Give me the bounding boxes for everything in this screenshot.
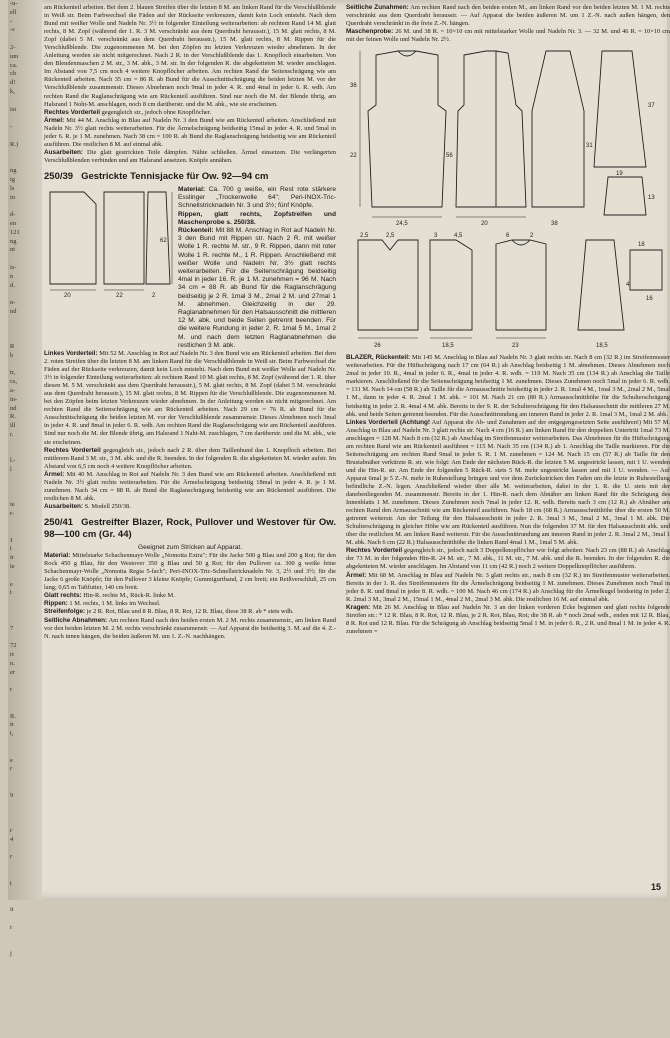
gauge-paragraph: Maschenprobe: 26 M. und 38 R. = 10×10 cm mit mittelstarker Wolle und Nadeln Nr. 3. — 32 M. und 46 R. = 10×10 cm mit der feinen Wolle und Nadeln Nr. 2½. [346,28,670,44]
margin-fragment: ie [10,501,15,509]
margin-fragment [8,598,42,607]
margin-fragment [8,528,42,537]
dim-label: 24,5 [396,221,408,228]
margin-fragment [8,572,42,581]
margin-fragment: n- [10,299,16,307]
margin-fragment [8,1012,42,1021]
margin-fragment [8,818,42,827]
margin-fragment: e [10,756,13,764]
margin-fragment: 7 [10,624,14,632]
blazer-collar-paragraph: Kragen: Mit 26 M. Anschlag in Blau auf Nadeln Nr. 3 an der linken vorderen Ecke beginnen und glatt rechts folgende Streifen str.: * 12 R. Blau, 8 R. Rot, 12 R. Blau, je 2 R. Rot, Blau, Rot; die 38 R. ab * noch 2mal wdh., enden mit 12 R. Blau, 8 R. Rot und 12 R. Blau. Für die Schrägung ab Anschlag beidseitig 5mal 1 M. in jeder 6. R., 2 R. und 8mal 1 M. in jeder 4. R. zunehmen = [346,603,670,635]
finishing-paragraph-2: Ausarbeiten: S. Modell 250/38. [44,502,131,510]
right-column [346,4,670,636]
margin-fragment: ir [10,554,14,562]
margin-fragment: t [10,589,12,597]
rib-paragraph: Rippen: 1 M. rechts, 1 M. links im Wechsel. [44,600,161,608]
margin-fragment: ell [10,8,17,16]
sleeve-paragraph: Ärmel: Mit 44 M. Anschlag in Blau auf Nadeln Nr. 3 den Bund wie am Rückenteil arbeiten. Anschließend mit Nadeln Nr. 3½ glatt rechts weiterarbeiten. Für die Ärmelschrägung beidseitig 15mal in jeder 4. R. und 5mal in jeder 6. R. je 1 M. zunehmen. Nach 38 cm = 100 R. ab Bund die Raglanschrägung beidseitig wie am Rückenteil ausführen. Die restlichen 8 M. auf einmal abk. [44,116,336,148]
margin-fragment: R. [10,712,16,720]
margin-fragment [8,871,42,880]
margin-fragment [8,985,42,994]
dim-label: 2 [152,292,156,299]
dim-label: 2 [530,233,534,240]
margin-fragment: R. [10,413,16,421]
margin-fragment [8,449,42,458]
margin-fragment [8,845,42,854]
dim-label: 36 [350,83,357,90]
margin-fragment: ie [10,563,15,570]
dim-label: 18 [638,242,645,249]
left-column [44,4,336,641]
margin-fragment: d! [10,79,16,87]
margin-fragment [8,748,42,757]
dim-label: 2,5 [386,233,395,240]
blazer-sleeve-paragraph: Ärmel: Mit 68 M. Anschlag in Blau auf Nadeln Nr. 3 glatt rechts str., nach 8 cm (32 R.) im Streifenmuster weiterarbeiten. Bereits in der 1. R. des Streifenmusters für die Ärmelschrägung beidseitig 1 M. zunehmen. Dieses Zunehmen noch 7mal in jeder 8. R. und 8mal in jeder 8. R. wdh. = 100 M. Nach 46 cm (174 R.) ab Anschlag für die Ärmelkugel beidseitig in jeder 2. R. 2mal 3 M., 3mal 2 M., 15mal 1 M., 4mal 2 M., 2mal 3 M. abk. Die restlichen 16 M. auf einmal abk. [346,571,670,603]
tennis-jacket-block [44,186,336,350]
dim-label: 23 [512,343,519,350]
margin-fragment [8,994,42,1003]
margin-fragment [8,915,42,924]
section-heading-tennis-jacket: 250/39 Gestrickte Tennisjacke für Ow. 92—94 cm [44,170,269,182]
margin-fragment: ng [10,167,17,175]
garment-diagrams-top [346,47,670,227]
right-front-paragraph: Rechtes Vorderteil gegengleich str., jedoch ohne Knopflöcher. [44,108,212,116]
margin-fragment: ch [10,70,17,78]
margin-fragment: en [10,219,17,227]
dim-label: 18,5 [596,343,608,350]
margin-fragment: rt [10,650,14,658]
blazer-back-paragraph: BLAZER, Rückenteil: Mit 145 M. Anschlag in Blau auf Nadeln Nr. 3 glatt rechts str. Nach 8 cm (32 R.) im Streifenmuster weiterarbeiten. Für die Hüftschrägung nach 17 cm (64 R.) ab Anschlag beidseitig 1 M. abnehmen. Dieses Abnehmen noch 2mal in jeder 10. R., 4mal in jeder 6. R., 4mal in jeder 4. R. wdh. = 119 M. Nach 35 cm (134 R.) ab Anschlag die Taille markieren. Anschließend für die Seitenschrägung beidseitig 1 M. zunehmen. Dieses Zunehmen noch 5mal in jeder 6. R. wdh. = 131 M. Nach 14 cm (58 R.) ab Taille für die Armausschnitte beidseitig in jeder 2. R. 1mal 4 M., 1mal 3 M., 2mal 2 M., 5mal 1 M., dann in jeder 4. R. 2mal 1 M. abk. = 101 M. Nach 21 cm (80 R.) Armausschnitthöhe für die Schulterschrägung beidseitig in jeder 2. R. 4mal 4 M. abk. Bereits in der 9. R. der Schulterschrägung für den Halsausschnitt die mittleren 27 M. abk. und beide Seiten getrennt beenden. Für die Ausschnittrundung am inneren Rand in jeder 2. R. 1mal 3 M., 1mal 2 M. abk. [346,354,670,418]
margin-fragment [8,677,42,686]
dim-label: 16 [646,296,653,303]
margin-fragment: R.) [10,140,19,148]
tennis-jacket-material: Material: Ca. 700 g weiße, ein Rest rote stärkere Esslinger „Trockenwolle 64"; Peri-INOX-Tric-Schnellstricknadeln Nr. 3 und 3½; fünf Knöpfe. Rippen, glatt rechts, Zopfstreifen und Maschenprobe s. 250/38. Rückenteil: Mit 88 M. Anschlag in Rot auf Nadeln Nr. 3 den Bund mit Rippen str. Nach 2 R. mit weißer Wolle 1 R. rechte M. str., 9 R. Rippen, dann mit roter Wolle 1 R. rechte M., 1 R. Rippen. Anschließend mit weißer Wolle und Nadeln Nr. 3½ glatt rechts weiterarbeiten. Für die Seitenschrägung beidseitig 4mal in jeder 16. R. je 1 M. zunehmen = 96 M. Nach 34 cm = 88 R. ab Bund für die Raglanschrägung beidseitig je 2 R. 1mal 3 M., 2mal 2 M. und 27mal 1 M. abnehmen. Gleichzeitig in der 29. Raglanabnehmen für den Halsausschnitt die mittleren 12 M. abk. und beide Seiten getrennt beenden. Für die weitere Rundung in jeder 2. R. 1mal 5 M., 1mal 2 M. und nach dem letzten Raglanabnehmen die restlichen 3 M. abk. [178,185,336,349]
margin-fragment [8,1003,42,1012]
finishing-paragraph: Ausarbeiten: Die glatt gestrickten Teile dämpfen. Nähte schließen. Ärmel einsetzen. Die verlängerten Verschlußblenden verbinden und am Halsrand ansetzen. Knöpfe annähen. [44,148,336,164]
margin-fragment: er [10,668,16,676]
dim-label: 62 [160,237,167,244]
material-paragraph: Material: Mittelstarke Schachenmayr-Wolle „Nomotta Extra"; Für die Jacke 500 g Blau und 200 g Rot; für den Rock 450 g Blau, für den Westover 350 g Blau und 50 g Rot; für den Pullover ca. 300 g weiße feine Schachenmayr-Wolle „Nomotta Regia 5-fach"; Peri-INOX-Tric-Schnellstricknadeln Nr. 3, 2½ und 3½; für die Jacke 6 große Knöpfe; für den Pullover 3 kleine Knöpfe; Gummigurtband, 2 cm breit; ein Reißverschluß, 25 cm lang; 0,65 m Taftfutter, 140 cm breit. [44,552,336,592]
margin-fragment: r. [10,431,14,439]
margin-fragment: ig [10,175,16,183]
margin-fragment [8,1020,42,1029]
margin-fragment [8,325,42,334]
dim-label: 20 [64,292,71,299]
margin-fragment [8,616,42,625]
margin-fragment: - [10,17,13,25]
margin-fragment: t, [10,730,14,738]
margin-fragment: e [10,580,13,588]
margin-fragment: j [10,950,12,958]
margin-fragment: nd [10,404,17,412]
dim-label: 31 [586,143,593,150]
margin-fragment [8,440,42,449]
stripe-sequence-paragraph: Streifenfolge: je 2 R. Rot, Blau und 8 R. Blau, 8 R. Rot, 12 R. Blau, diese 38 R. ab * stets wdh. [44,608,294,616]
dim-label: 4 [626,282,630,289]
margin-fragment: J [10,536,13,544]
margin-fragment [8,158,42,167]
margin-fragment: - [10,123,13,131]
garment-diagrams-bottom [346,230,670,350]
margin-fragment [8,633,42,642]
margin-fragment [8,150,42,159]
intro-paragraph: am Rückenteil arbeiten. Bei dem 2. blauen Streifen über die letzten 8 M. am linken Rand für die Verschlußblende in Weiß str. Beim Farbwechsel die Fäden auf der Rückseite verkreuzen, damit kein Loch entsteht. Nach dem Bund mit weißer Wolle und Nadeln Nr. 3½ in folgender Einteilung weiterarbeiten: ab rechtem Rand 14 M. glatt rechts, 8 M. Zopf (während der 1. R. 3 M. verschränkt aus dem Querdraht herausstr.), 15 M. glatt rechts, 8 M. Zopf (dabei 5 M. verschränkt aus dem Querdraht herausstr.), 15 M. glatt rechts, 8 M. Rippen für die Verschlußblende. Die zugenommenen M. bei den Zöpfen im letzten Verkreuzen wieder abnehmen. In der Anleitung werden sie nicht mitgerechnet. Nach 2 R. in der Verschlußblende das 1. Knopfloch einarbeiten. Von den Blendenmaschen 2 M. str., 3 M. abk., 3 M. str. In der folgenden R. die abgeketteten M. wieder anschlagen. Im Abstand von 7,5 cm noch 4 weitere Knopflöcher arbeiten. Am rechten Rand die Seitenschrägung wie am Rückenteil arbeiten. Nach 35 cm = 86 R. ab Bund für die Ausschnittschrägung die beiden letzten M. vor der Verschlußblende zusammenstr. Dieses Abnehmen noch 9mal in jeder 4. R. und 4mal in jeder 6. R. wdh. Am rechten Rand die Raglanschrägung wie am Rückenteil ausführen. Sind nur noch die M. der Blende übrig, am Halsrand 1 Noht-M. anschlagen, noch 8 cm darüberstr. und die M. abk., wie sie erscheinen. [44,4,336,108]
margin-fragment [8,35,42,44]
margin-fragment: 72 [10,642,17,650]
margin-fragment: cs, [10,378,18,386]
margin-fragment [8,255,42,264]
margin-fragment [8,317,42,326]
margin-fragment [8,695,42,704]
dim-label: 6 [506,233,510,240]
margin-fragment: r- [10,510,15,518]
margin-fragment [8,97,42,106]
dim-label: 19 [616,171,623,178]
margin-fragment: a- [10,387,16,395]
margin-fragment: d. [10,281,15,289]
dim-label: 26 [374,343,381,350]
blazer-left-front-paragraph: Linkes Vorderteil (Achtung! Auf Apparat die Ab- und Zunahmen auf der entgegengesetzten Seite ausführen!) Mit 57 M. Anschlag in Blau auf Nadeln Nr. 3 glatt rechts str. Nach 4 cm (16 R.) am linken Rand für den doppelten Untertritt 1mal 73 M. anschlagen = 128 M. Nach 8 cm (32 R.) ab Anschlag im Streifenmuster weiterarbeiten. Das Abnehmen für die Hüftschrägung am rechten Rand wie am Rückenteil ausführen = 115 M. Nach 35 cm (134 R.) ab 1. Anschlag die Taille markieren. Für die Seitenschrägung am rechten Rand 9mal in jeder 6. R. 1 M. zunehmen = 124 M. Nach 15 cm (57 R.) ab Taille für den Brustabnäher verkürzte R. str. wie folgt: Am Ende der nächsten Rück-R. die letzten 5 M. ungestrickt lassen, mit 1 U. wenden und die Hin-R. str. Am Ende der folgenden 5 Rück-R. stets 5 M. mehr ungestrickt lassen und mit 1 U. wenden. — Auf Apparat 6mal je 5 Z.-N. mehr in Ruhestellung bringen und vor dem Zurückstricken den Faden um die letzte in Ruhestellung befindliche Z.-N. legen. Anschließend wieder über alle M. weiterarbeiten, dabei in der 1. R. die U. stets mit der danebenliegenden M. zusammenstr. Bereits in der 1. Hin-R. nach dem Abnäher am linken Rand für die Schrägung des Innenblatts 1 M. zunehmen. Dieses Zunehmen noch 7mal in jeder 12. R. wdh. Bereits nach 3 cm (12 R.) ab Abnäher am rechten Rand den Armausschnitt wie am Rückenteil ausführen. Nach 18 cm (68 R.) Armausschnitthöhe über die ersten 50 M. getrennt weiterstr. Am der Teilung für den Halsausschnitt in jeder 2. R. 3mal 3 M., 3mal 2 M., 3mal 1 M. abk. Die Schulterschrägung in gleicher Höhe wie am Rückenteil ausführen. Nun die folgenden 37 M. für den Halsausschnitt abk. und über die restlichen M. am linken Rand weiterstr. Für die Ausschnittrundung am inneren Rand in jeder 2. R. 3mal 2 M., 3mal 1 M. abk. Nach 6 cm (22 R.) Halsausschnitthöhe die linken Rand 4mal 1 M., 1mal 5 M. abk. [346,418,670,547]
margin-fragment [8,739,42,748]
margin-fragment: 121 [10,228,20,236]
margin-fragment: r [10,686,13,694]
side-increase-paragraph: Seitliche Zunahmen: Am rechten Rand nach den beiden ersten M., am linken Rand vor den beiden letzten M. 1 M. rechts verschränkt aus dem Querdraht herausstr. — Auf Apparat die beiden äußeren M. um 1 Z.-N. nach außen hängen, den Querdraht verschränkt in die freie Z.-N. hängen. [346,4,670,28]
margin-fragment: R [10,343,15,351]
margin-fragment [8,932,42,941]
margin-fragment [8,809,42,818]
margin-fragment [8,484,42,493]
margin-fragment: t [10,879,12,887]
machine-note: Geeignet zum Stricken auf Apparat. [137,543,243,551]
margin-fragment: r [10,826,13,834]
margin-fragment: b [10,351,14,359]
margin-fragment [8,774,42,783]
margin-fragment: nd [10,307,17,315]
margin-fragment [8,493,42,502]
margin-fragment [8,888,42,897]
margin-fragment: is- [10,263,17,271]
page-number: 15 [650,882,661,892]
margin-fragment [8,976,42,985]
magazine-page [8,0,670,958]
margin-fragment: n [10,272,14,280]
margin-fragment: l [10,466,12,474]
margin-fragment [8,519,42,528]
margin-fragment: ill [10,422,16,430]
margin-fragment: ng [10,237,17,245]
margin-fragment: -s [10,26,15,34]
margin-fragment: ir [10,721,14,729]
previous-page-margin [8,0,42,958]
margin-fragment [8,202,42,211]
margin-fragment: t [10,545,12,553]
left-front-paragraph: Linkes Vorderteil: Mit 52 M. Anschlag in Rot auf Nadeln Nr. 3 den Bund wie am Rückenteil arbeiten. Bei dem 2. roten Streifen über die letzten 8 M. am linken Rand für die Verschlußblende in Weiß str. Beim Farbwechsel die Fäden auf der Rückseite verkreuzen, damit kein Loch entsteht. Nach dem Bund mit weißer Wolle auf Nadeln Nr. 3½ in folgender Einteilung weiterarbeiten: ab rechtem Rand 10 M. glatt rechts, 8 M. Zopf (während der 1. R. über diesen M. 5 M. verschränkt aus dem Querdraht herausstr.), 5 M. glatt rechts, 8 M. Zopf (dabei 5 M. verschränkt aus dem Querdraht herausstr.), 15 M. glatt rechts, 8 M. Rippen für die Verschlußblende. Die zugenommenen M. bei den Zöpfen beim letzten Verkreuzen wieder abnehmen. In der Anleitung werden sie nicht mitgerechnet. Am rechten Rand die Seitenschrägung wie am Rückenteil arbeiten. Nach 29 cm = 76 R. ab Bund für die Ausschnittschrägung die beiden letzten M. vor der Verschlußblende zusammenstr. Dieses Abnehmen noch 3mal in jeder 4. R. und 8mal in jeder 6. R. wdh. Am rechten Rand die Raglanschrägung wie am Rückenteil ausführen. Sind nur noch die M. der Blende übrig, am Halsrand 1 Naht-M. zuschlagen, 7 cm darüberstr. und die M. abk., wie sie erscheinen. [44,350,336,446]
margin-fragment [8,801,42,810]
margin-fragment: r [10,853,13,861]
margin-fragment [8,897,42,906]
margin-fragment [8,114,42,123]
margin-fragment: nt [10,246,16,254]
margin-fragment: in [10,193,16,201]
margin-fragment: 2- [10,43,16,51]
dim-label: 22 [116,292,123,299]
dim-label: 18,5 [442,343,454,350]
margin-fragment: ca. [10,61,18,69]
sleeve-paragraph-2: Ärmel: Mit 40 M. Anschlag in Rot auf Nadeln Nr. 3 den Bund wie am Rückenteil arbeiten. Anschließend mit Nadeln Nr. 3½ glatt rechts weiterarbeiten. Für die Ärmelschrägung beidseitig 18mal in jeder 4. R. je 1 M. zunehmen. Nach 34 cm = 88 R. ab Bund die Raglanschrägung beidseitig wie am Rückenteil ausführen. Die restlichen 8 M. abk. [44,470,336,502]
margin-fragment: n. [10,659,15,667]
dim-label: 2,5 [360,233,369,240]
margin-fragment: 9 [10,791,14,799]
dim-label: 13 [648,195,655,202]
margin-fragment [8,959,42,968]
margin-fragment: it [10,906,14,914]
dim-label: 56 [446,153,453,160]
margin-fragment: r [10,923,13,931]
dim-label: 20 [481,221,488,228]
margin-fragment [8,1029,42,1038]
margin-fragment [8,783,42,792]
dim-label: 22 [350,153,357,160]
dim-label: 3 [434,233,438,240]
margin-fragment [8,968,42,977]
margin-fragment: r [10,765,13,773]
side-decrease-paragraph: Seitliche Abnahmen: Am rechten Rand nach den beiden ersten M. 2 M. rechts zusammenstr., am linken Rand vor den beiden letzten M. 2 M. rechts verschränkt zusammenstr. — Auf Apparat die beidseitig 3. M. auf die 4. Z.-N. nach innen hängen, die beiden äußeren M. um 1. Z.-N. nachhängen. [44,616,336,640]
right-front-paragraph-2: Rechtes Vorderteil gegengleich str., jedoch nach 2 R. über dem Taillenbund das 1. Knopfloch arbeiten. Bei mittlerem Rand 3 M. str., 3 M. abk. und die R. beenden. In der folgenden R. die abgeketteten M. wieder aufstr. Im Abstand von 6,5 cm noch 4 weitere Knopflöcher arbeiten. [44,446,336,470]
margin-fragment: ist [10,105,17,113]
margin-fragment: in- [10,395,18,403]
margin-fragment: k, [10,87,15,95]
margin-fragment: um [10,52,19,60]
margin-fragment: 4 [10,835,14,843]
blazer-right-front-paragraph: Rechtes Vorderteil gegengleich str., jedoch nach 3 Doppelknopflöcher wie folgt arbeiten: Nach 23 cm (88 R.) ab Anschlag der 73 M. in der folgenden Hin-R. 24 M. str., 7 M. abk., 11 M. str., 7 M. abk. und die R. beenden. In der folgenden R. die abgeketteten M. wieder anschlagen. Im Abstand von 11 cm (42 R.) noch 2 weitere Doppelknopflöcher ausführen. [346,547,670,571]
margin-fragment [8,862,42,871]
margin-fragment [8,361,42,370]
stockinette-paragraph: Glatt rechts: Hin-R. rechte M., Rück-R. linke M. [44,592,175,600]
section-heading-striped-blazer: 250/41 Gestreifter Blazer, Rock, Pullover und Westover für Ow. 98—100 cm (Gr. 44) [44,516,336,540]
margin-fragment: tr, [10,369,16,377]
dim-label: 4,5 [454,233,463,240]
margin-fragment [8,334,42,343]
margin-fragment: ls [10,184,15,192]
margin-fragment [8,290,42,299]
margin-fragment: -u- [10,0,18,7]
tennis-jacket-diagram [44,186,174,298]
margin-fragment: l.- [10,457,16,465]
dim-label: 37 [648,103,655,110]
margin-fragment [8,607,42,616]
margin-fragment [8,941,42,950]
margin-fragment: d- [10,211,16,219]
margin-fragment [8,704,42,713]
dim-label: 38 [551,221,558,228]
margin-fragment [8,475,42,484]
margin-fragment [8,132,42,141]
